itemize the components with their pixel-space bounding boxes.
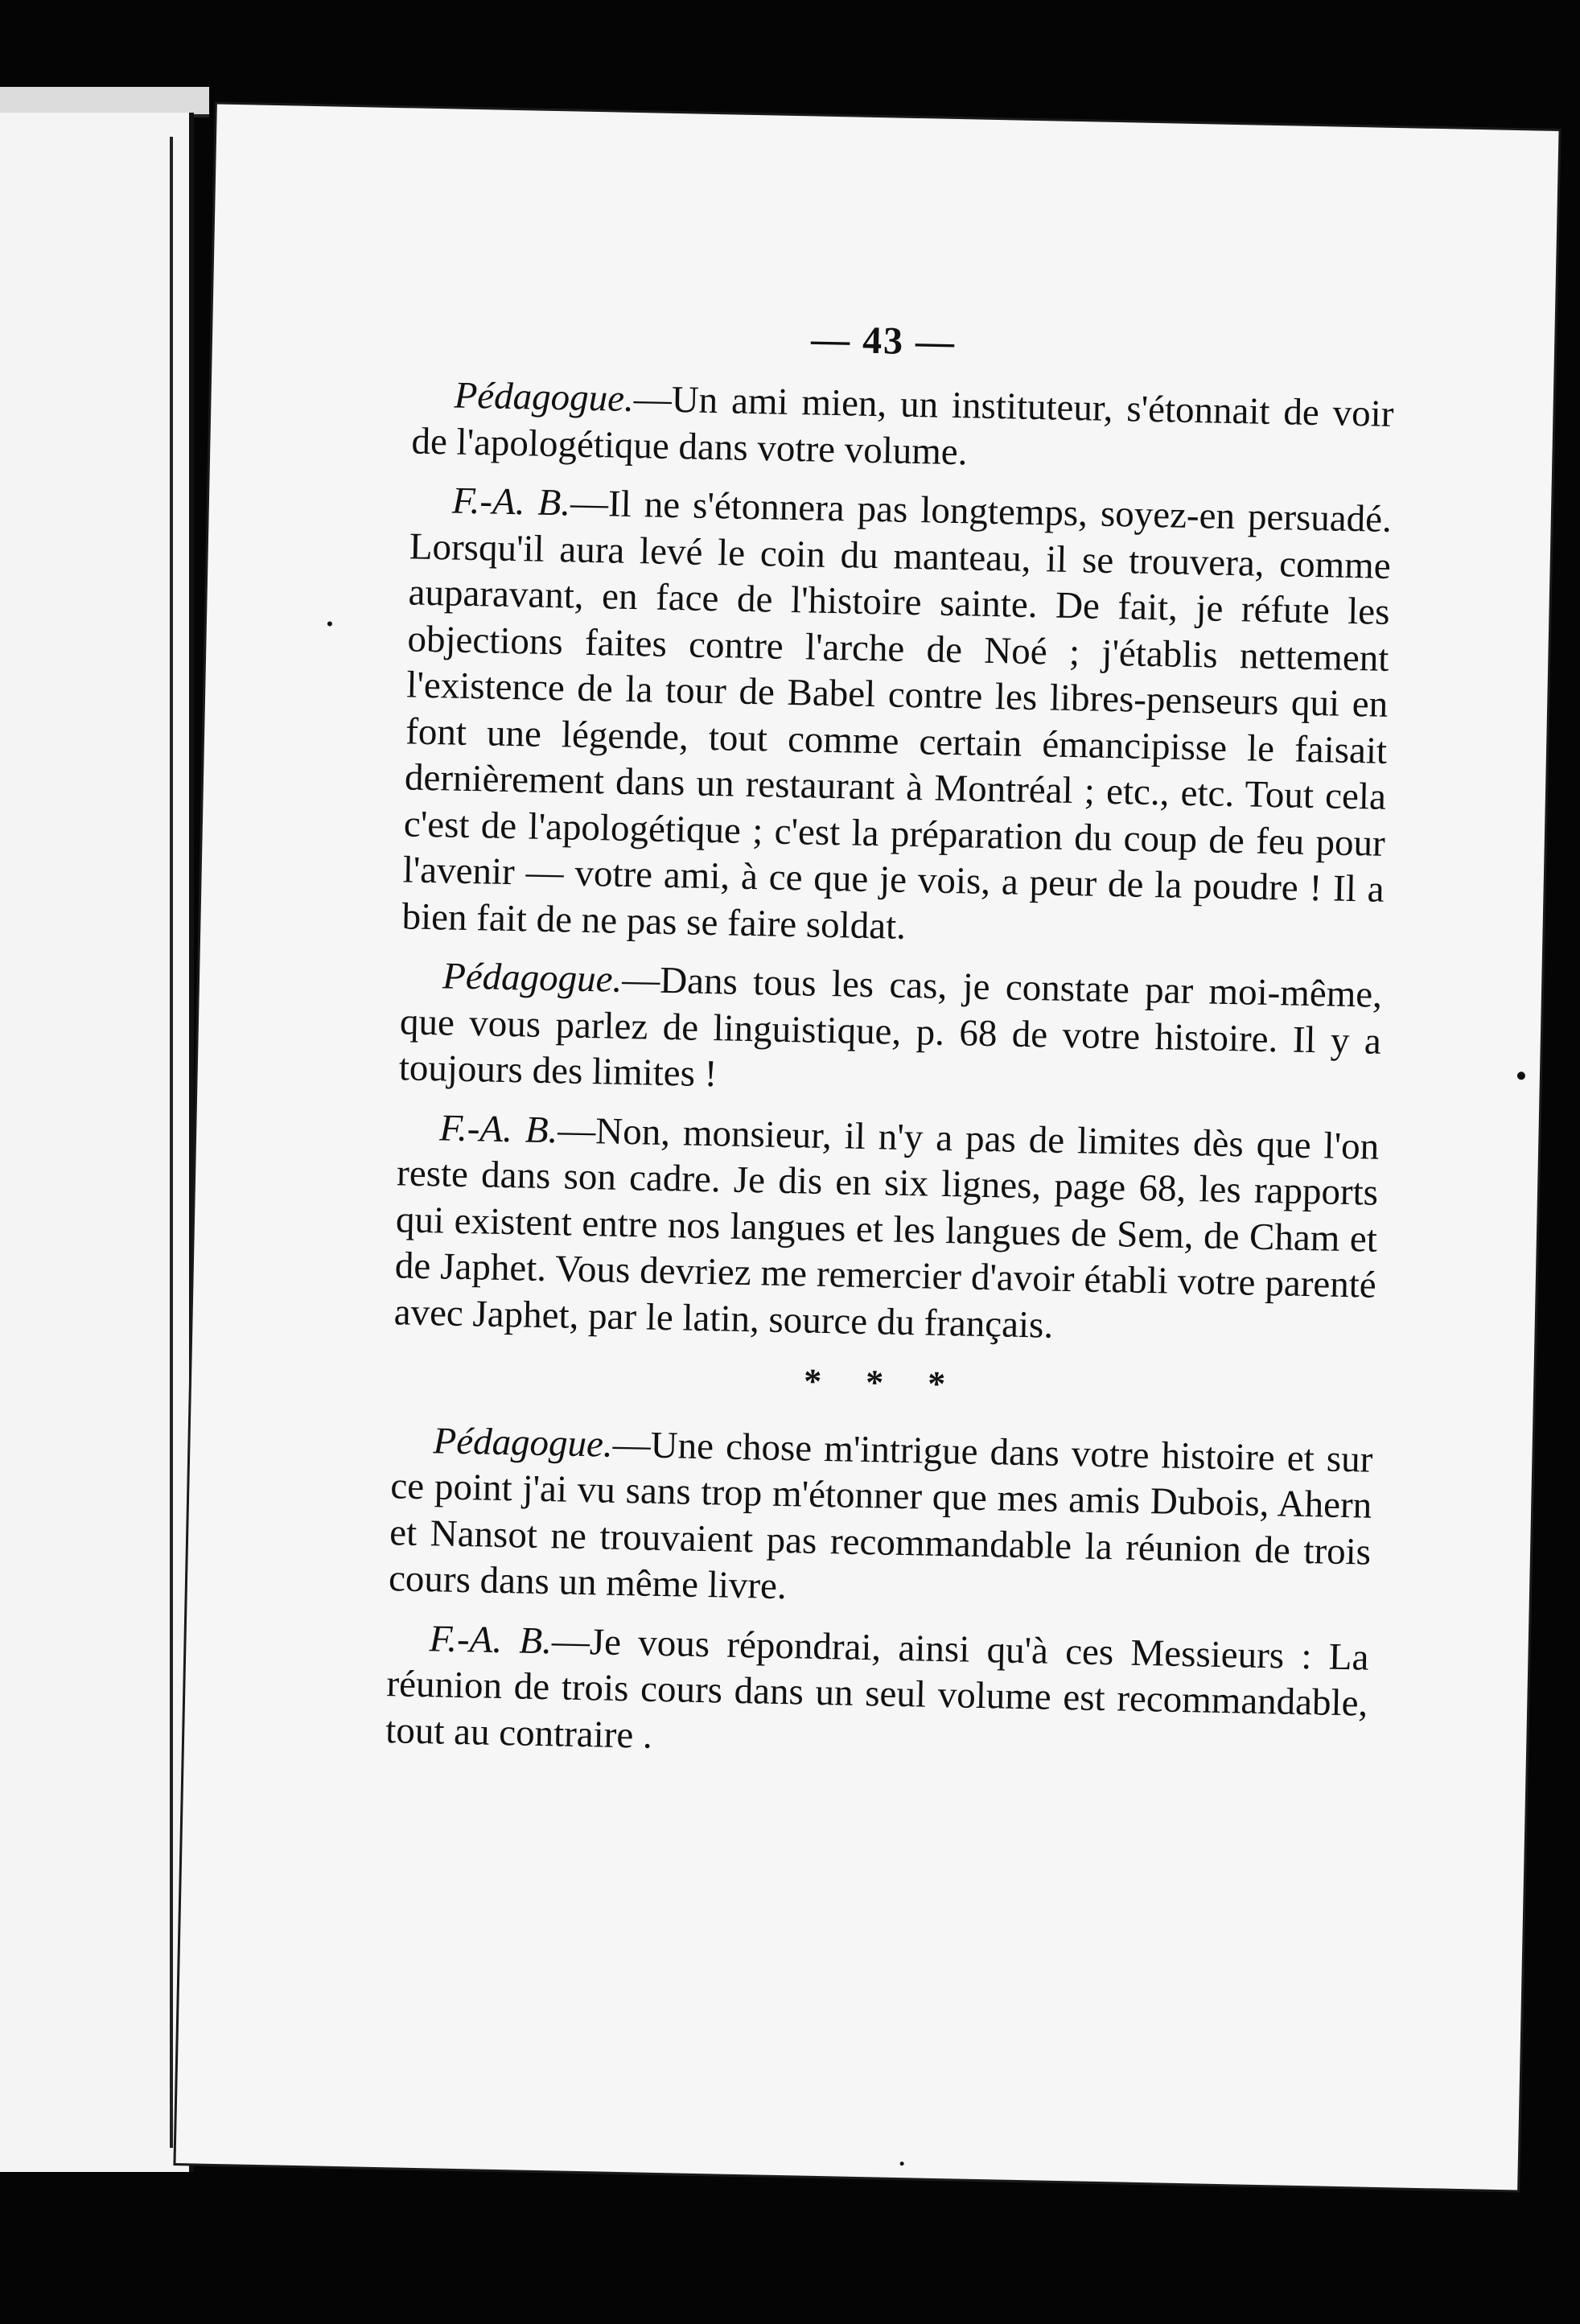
dialogue-text: —Une chose m'intrigue dans votre histoire et sur ce point j'ai vu sans trop m'étonner que mes amis Dubois, Ahern et Nansot ne trouvaient pas recommandable la réunion de trois cours dans un même livre. (388, 1423, 1373, 1608)
dialogue-paragraph (389, 1417, 1373, 1622)
book-page (175, 105, 1558, 2190)
dialogue-paragraph (398, 952, 1382, 1111)
dialogue-paragraph (411, 372, 1394, 483)
dialogue-text: —Un ami mien, un instituteur, s'étonnait de voir de l'apologétique dans votre volume. (410, 377, 1394, 473)
dialogue-text: —Dans tous les cas, je constate par moi-même, que vous parlez de linguistique, p. 68 de votre histoire. Il y a toujours des limites ! (398, 958, 1383, 1096)
dialogue-text: —Je vous répondrai, ainsi qu'à ces Messieurs : La réunion de trois cours dans un seul volume est recommandable, tout au contraire . (385, 1619, 1369, 1757)
section-separator: * * * (803, 1361, 964, 1405)
page-body (385, 372, 1394, 1786)
speaker-label: Pédagogue. (433, 1419, 614, 1466)
speaker-label: F.-A. B. (438, 1106, 558, 1151)
dialogue-paragraph (385, 1615, 1369, 1774)
scan-speck (327, 621, 332, 626)
dialogue-paragraph (401, 477, 1392, 959)
speaker-label: Pédagogue. (454, 374, 635, 420)
dialogue-text: —Il ne s'étonnera pas longtemps, soyez-en persuadé. Lorsqu'il aura levé le coin du manteau, il se trouvera, comme auparavant, en face de l'histoire sainte. De fait, je réfute les objections faites contre l'arche de Noé ; j'établis nettement l'existence de la tour de Babel contre les libres-penseurs qui en font une légende, tout comme certain émancipisse le faisait dernièrement dans un restaurant à Montréal ; etc., etc. Tout cela c'est de l'apologétique ; c'est la préparation du coup de feu pour l'avenir — votre ami, à ce que je vois, a peur de la poudre ! Il a bien fait de ne pas se faire soldat. (401, 482, 1393, 948)
page-number: — 43 — (810, 318, 957, 364)
spine-line (170, 137, 173, 2148)
speaker-label: F.-A. B. (429, 1617, 553, 1662)
dialogue-paragraph (393, 1104, 1380, 1355)
previous-page-edge (0, 113, 194, 2172)
dialogue-text: —Non, monsieur, il n'y a pas de limites dès que l'on reste dans son cadre. Je dis en six lignes, page 68, les rapports qui existent entre nos langues et les langues de Sem, de Cham et de Japhet. Vous devriez me remercier d'avoir établi votre parenté avec Japhet, par le latin, source du français. (393, 1109, 1380, 1347)
speaker-label: F.-A. B. (451, 479, 571, 524)
speaker-label: Pédagogue. (442, 955, 623, 1001)
scan-speck (900, 2162, 904, 2166)
scan-speck (1517, 1072, 1525, 1080)
